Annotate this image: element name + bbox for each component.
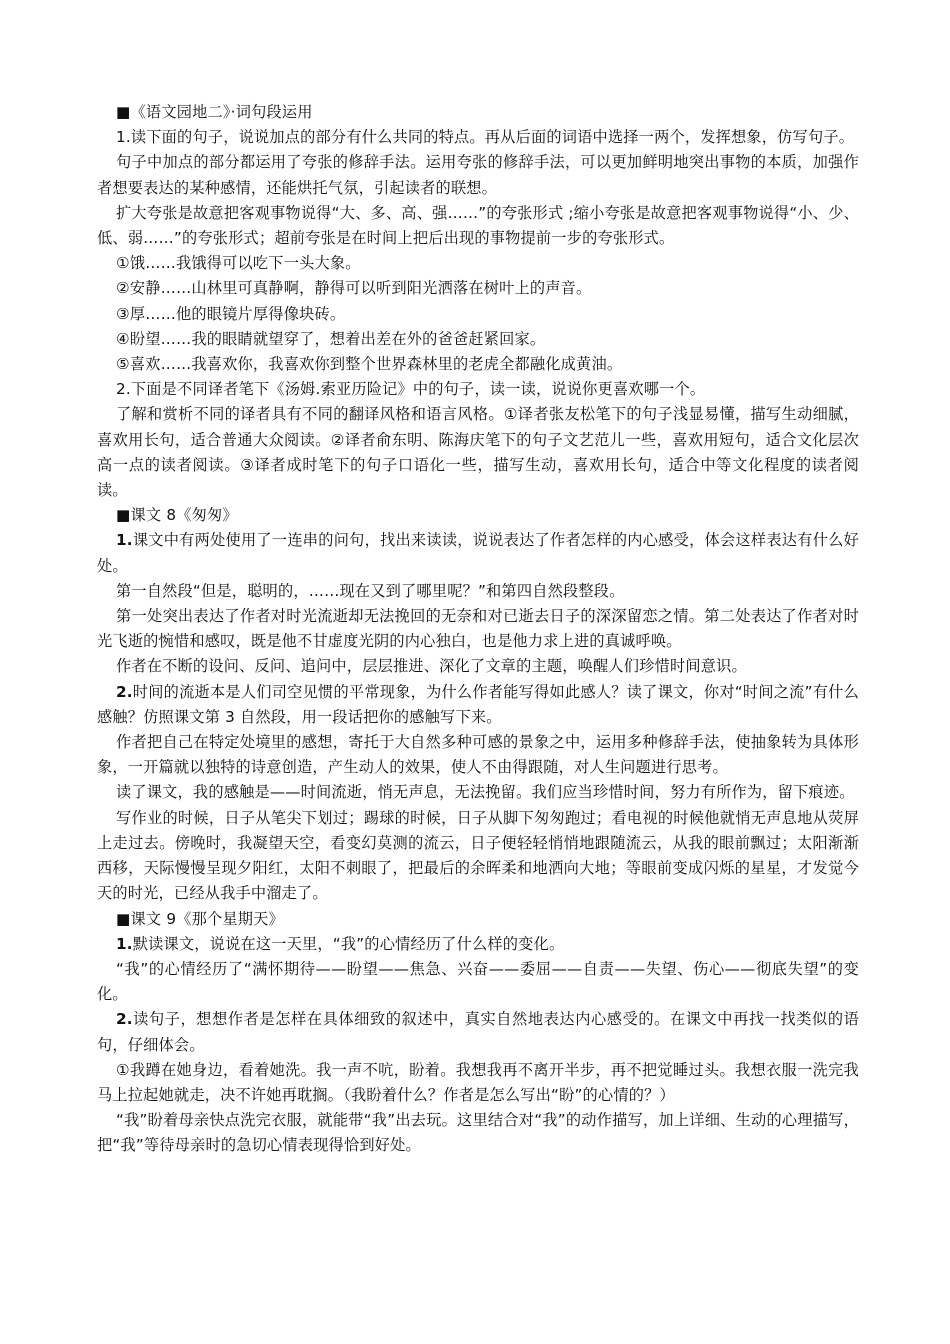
body-paragraph: ①饿……我饿得可以吃下一头大象。 xyxy=(116,254,361,273)
body-paragraph: ④盼望……我的眼睛就望穿了，想着出差在外的爸爸赶紧回家。 xyxy=(116,329,546,348)
section-heading: ■《语文园地二》·词句段运用 xyxy=(116,103,313,121)
section-heading: ■课文 9《那个星期天》 xyxy=(116,909,284,928)
body-paragraph: ②安静……山林里可真静啊，静得可以听到阳光洒落在树叶上的声音。 xyxy=(116,279,592,298)
body-paragraph: 句子中加点的部分都运用了夸张的修辞手法。运用夸张的修辞手法，可以更加鲜明地突出事物的本质，加强作者想要表达的某种感情，还能烘托气氛，引起读者的联想。 xyxy=(97,153,859,197)
question-paragraph xyxy=(97,528,859,578)
question-paragraph xyxy=(97,1007,859,1057)
question-number: 2. xyxy=(116,1010,133,1029)
question-text: 默读课文，说说在这一天里，“我”的心情经历了什么样的变化。 xyxy=(132,934,565,953)
body-paragraph: 写作业的时候，日子从笔尖下划过；踢球的时候，日子从脚下匆匆跑过；看电视的时候他就悄无声息地从荧屏上走过去。傍晚时，我凝望天空，看变幻莫测的流云，日子便轻轻悄悄地跟随流云，从我的眼前飘过；太阳渐渐西移，天际慢慢呈现夕阳红，太阳不刺眼了，把最后的余晖柔和地洒向大地；等眼前变成闪烁的星星，才发觉今天的时光，已经从我手中溜走了。 xyxy=(97,808,859,903)
question-paragraph xyxy=(97,680,859,730)
section-heading: ■课文 8《匆匆》 xyxy=(116,506,238,525)
body-paragraph: “我”盼着母亲快点洗完衣服，就能带“我”出去玩。这里结合对“我”的动作描写，加上详细、生动的心理描写，把“我”等待母亲时的急切心情表现得恰到好处。 xyxy=(97,1111,859,1155)
question-number: 2. xyxy=(116,682,133,701)
body-paragraph: ③厚……他的眼镜片厚得像块砖。 xyxy=(116,304,346,323)
body-paragraph: 了解和赏析不同的译者具有不同的翻译风格和语言风格。①译者张友松笔下的句子浅显易懂，描写生动细腻，喜欢用长句，适合普通大众阅读。②译者俞东明、陈海庆笔下的句子文艺范儿一些，喜欢用短句，适合文化层次高一点的读者阅读。③译者成时笔下的句子口语化一些，描写生动，喜欢用长句，适合中等文化程度的读者阅读。 xyxy=(97,405,859,500)
body-paragraph: “我”的心情经历了“满怀期待——盼望——焦急、兴奋——委屈——自责——失望、伤心——彻底失望”的变化。 xyxy=(97,959,859,1004)
document-page xyxy=(97,100,859,1159)
body-paragraph: ⑤喜欢……我喜欢你，我喜欢你到整个世界森林里的老虎全都融化成黄油。 xyxy=(116,355,623,374)
body-paragraph: 读了课文，我的感触是——时间流逝，悄无声息，无法挽留。我们应当珍惜时间，努力有所作为，留下痕迹。 xyxy=(116,783,855,802)
body-paragraph: 扩大夸张是故意把客观事物说得“大、多、高、强……”的夸张形式 ;缩小夸张是故意把客观事物说得“小、少、低、弱……”的夸张形式；超前夸张是在时间上把后出现的事物提前一步的夸张形式。 xyxy=(97,203,859,248)
question-text: 时间的流逝本是人们司空见惯的平常现象，为什么作者能写得如此感人？读了课文，你对“时间之流”有什么感触？仿照课文第 3 自然段，用一段话把你的感触写下来。 xyxy=(97,682,859,726)
body-paragraph: 1.读下面的句子，说说加点的部分有什么共同的特点。再从后面的词语中选择一两个，发挥想象，仿写句子。 xyxy=(116,128,855,147)
question-paragraph xyxy=(97,932,859,957)
question-text: 读句子，想想作者是怎样在具体细致的叙述中，真实自然地表达内心感受的。在课文中再找一找类似的语句，仔细体会。 xyxy=(97,1010,859,1054)
body-paragraph: 第一处突出表达了作者对时光流逝却无法挽回的无奈和对已逝去日子的深深留恋之情。第二处表达了作者对时光飞逝的惋惜和感叹，既是他不甘虚度光阴的内心独白，也是他力求上进的真诚呼唤。 xyxy=(97,607,859,651)
body-paragraph: 作者把自己在特定处境里的感想，寄托于大自然多种可感的景象之中，运用多种修辞手法，使抽象转为具体形象，一开篇就以独特的诗意创造，产生动人的效果，使人不由得跟随，对人生问题进行思考。 xyxy=(97,733,859,777)
body-paragraph: 2.下面是不同译者笔下《汤姆.索亚历险记》中的句子，读一读，说说你更喜欢哪一个。 xyxy=(116,380,706,399)
body-paragraph: 作者在不断的设问、反问、追问中，层层推进、深化了文章的主题，唤醒人们珍惜时间意识。 xyxy=(116,657,747,676)
question-number: 1. xyxy=(116,531,133,550)
body-paragraph: 第一自然段“但是，聪明的，……现在又到了哪里呢？”和第四自然段整段。 xyxy=(116,581,625,600)
body-paragraph: ①我蹲在她身边，看着她洗。我一声不吭，盼着。我想我再不离开半步，再不把觉睡过头。我想衣服一洗完我马上拉起她就走，决不许她再耽搁。（我盼着什么？作者是怎么写出“盼”的心情的？） xyxy=(97,1060,859,1104)
question-text: 课文中有两处使用了一连串的问句，找出来读读，说说表达了作者怎样的内心感受，体会这样表达有什么好处。 xyxy=(97,531,859,575)
question-number: 1. xyxy=(116,934,133,953)
